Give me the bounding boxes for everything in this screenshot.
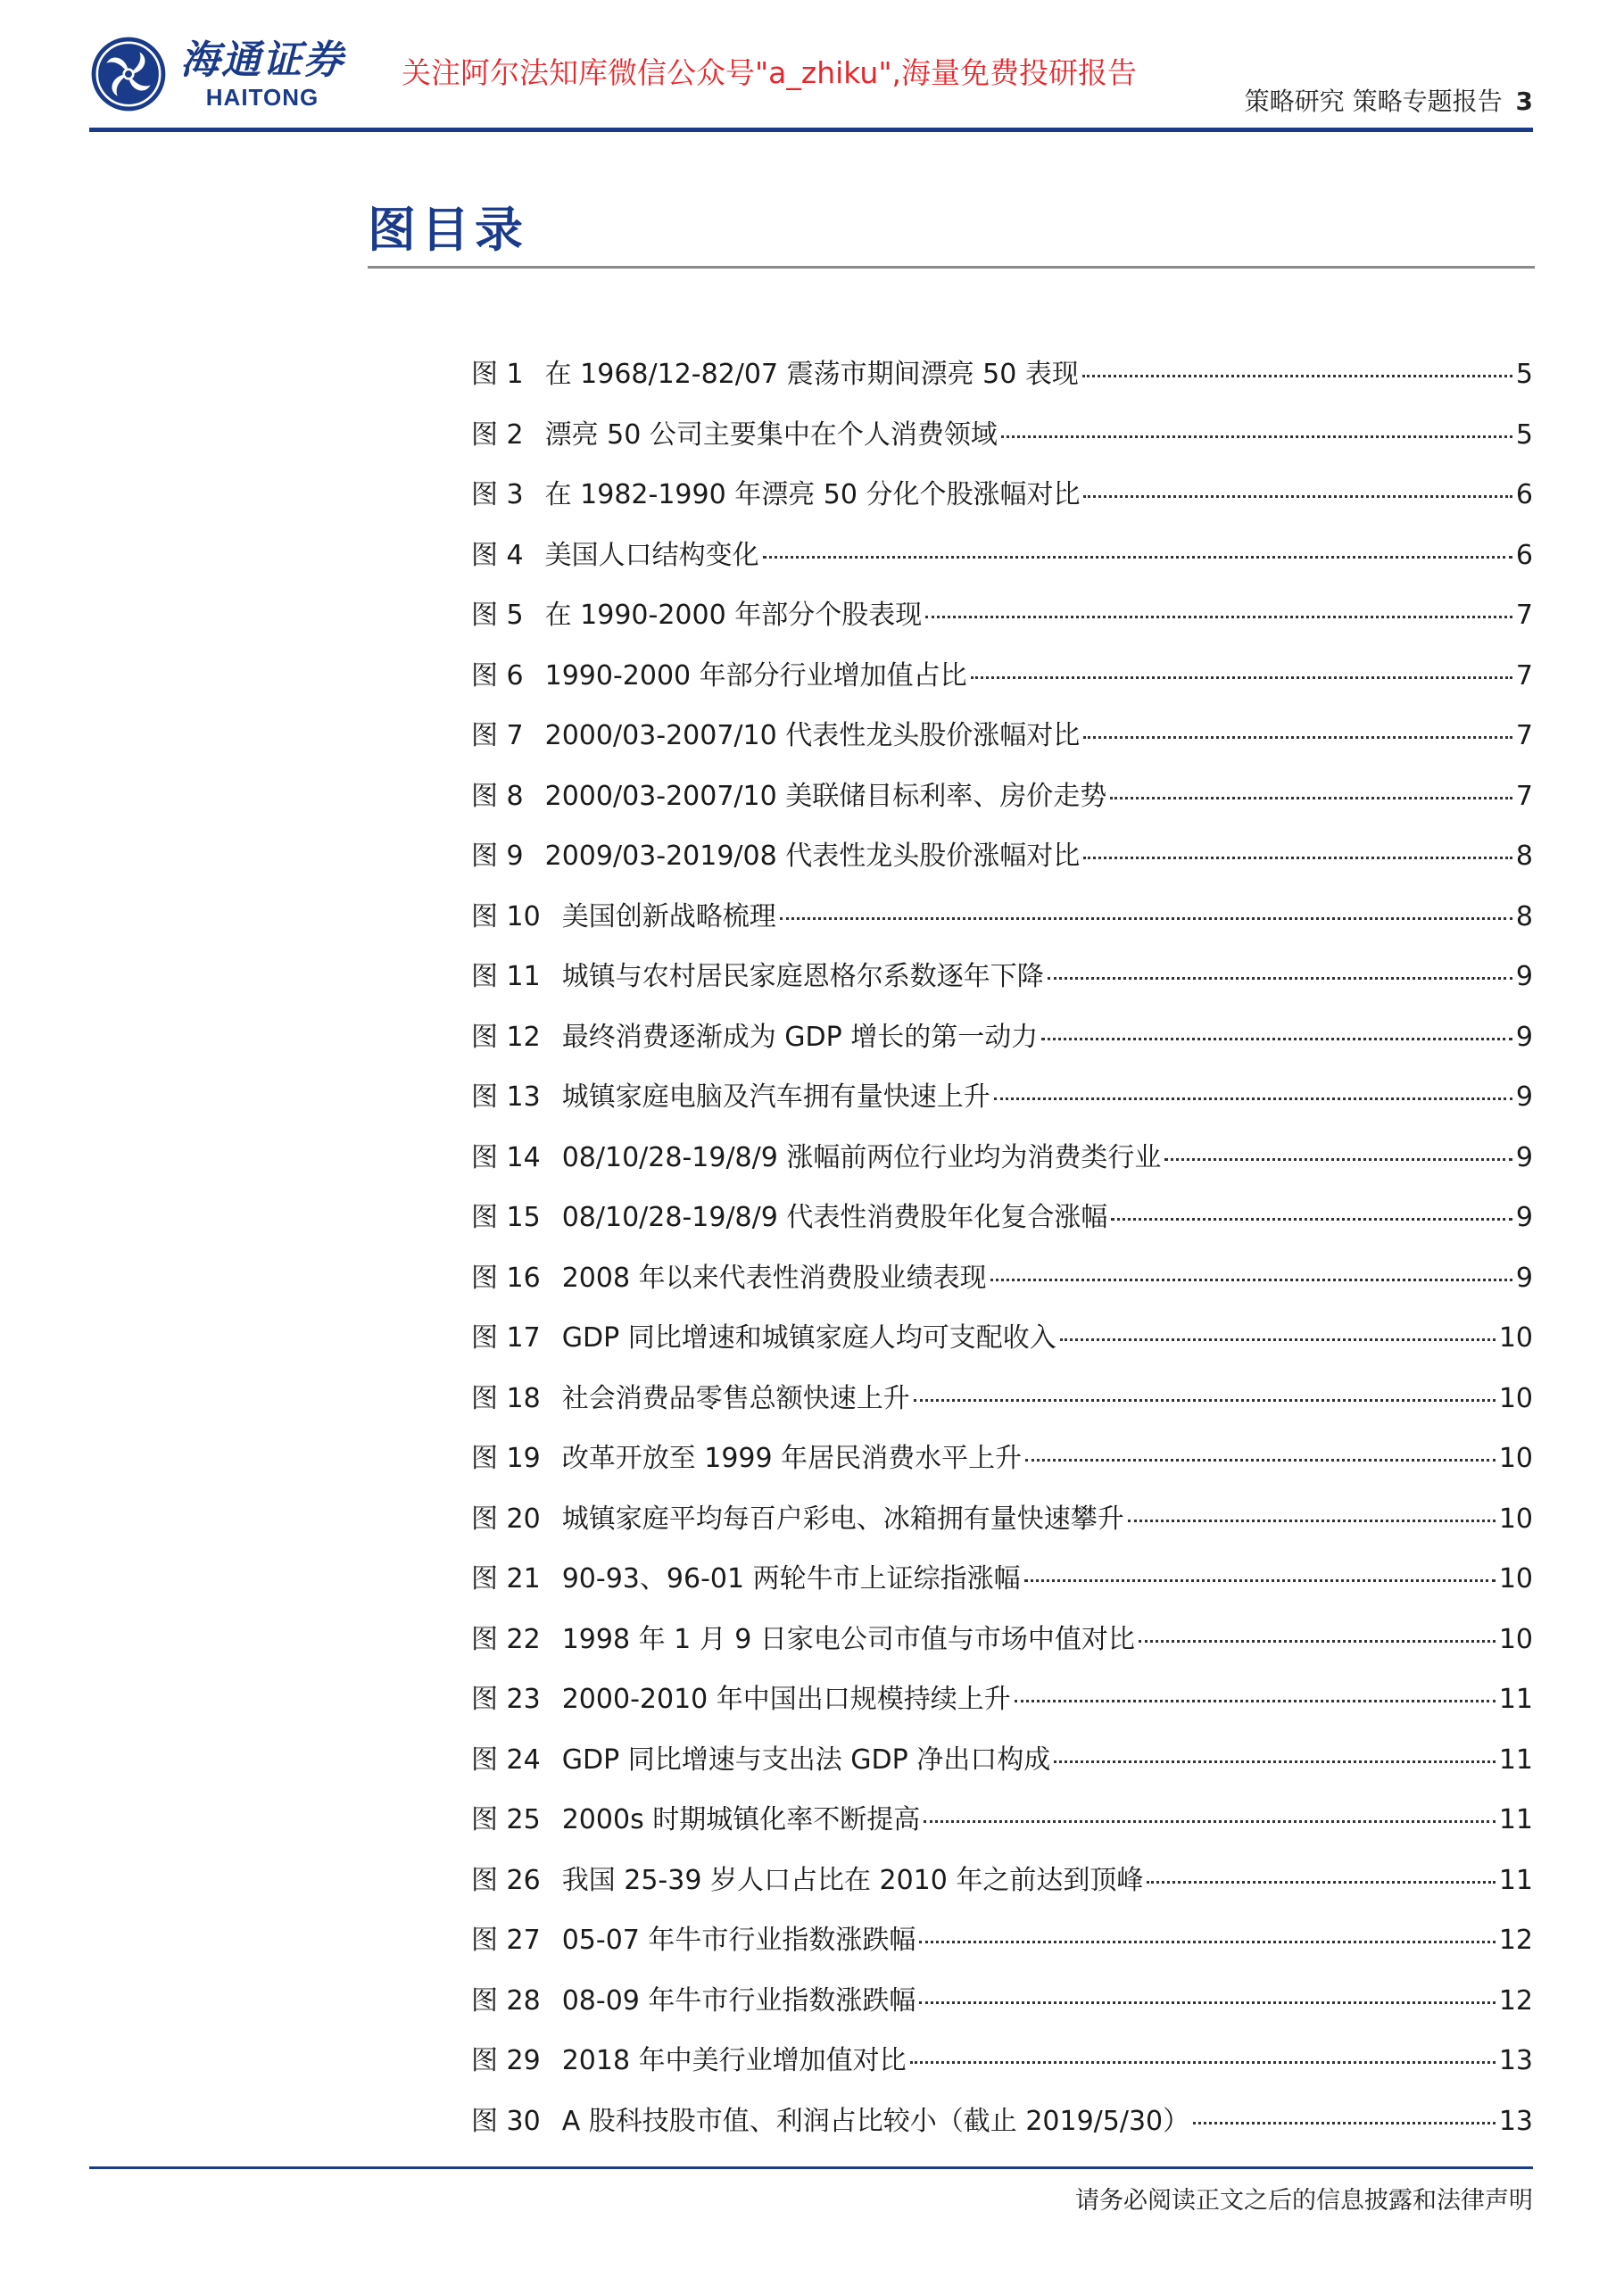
toc-entry-title: 08/10/28-19/8/9 涨幅前两位行业均为消费类行业: [561, 1141, 1162, 1173]
section-label: 策略研究: [1244, 87, 1345, 116]
toc-entry[interactable]: [471, 1743, 1533, 1803]
toc-entry[interactable]: [471, 1984, 1533, 2044]
toc-entry[interactable]: [471, 1200, 1533, 1261]
toc-entry-page: 9: [1515, 961, 1533, 992]
toc-entry-title: 2000s 时期城镇化率不断提高: [561, 1804, 921, 1835]
toc-entry-page: 9: [1515, 1262, 1533, 1294]
toc-entry-title: 漂亮 50 公司主要集中在个人消费领域: [544, 418, 998, 451]
toc-entry[interactable]: [471, 959, 1533, 1020]
toc-entry-page: 12: [1498, 1984, 1533, 2017]
toc-entry-number: 图 16: [471, 1262, 541, 1294]
toc-dot-leader: [1024, 1579, 1496, 1582]
toc-dot-leader: [919, 1941, 1495, 1943]
toc-entry-page: 11: [1498, 1743, 1533, 1776]
figure-list: [471, 357, 1533, 2164]
toc-dot-leader: [1083, 736, 1512, 739]
toc-entry[interactable]: [471, 1321, 1533, 1381]
toc-entry[interactable]: [471, 418, 1533, 478]
toc-entry[interactable]: [471, 1802, 1533, 1863]
toc-dot-leader: [780, 917, 1512, 920]
toc-entry[interactable]: [471, 1080, 1533, 1140]
toc-entry-title: 美国创新战略梳理: [561, 900, 776, 932]
toc-entry-number: 图 13: [471, 1081, 541, 1113]
header-meta: [1245, 86, 1533, 118]
toc-entry-title: 城镇家庭平均每百户彩电、冰箱拥有量快速攀升: [561, 1503, 1124, 1535]
toc-entry-number: 图 11: [471, 961, 541, 992]
toc-entry-number: 图 6: [471, 659, 524, 692]
toc-entry[interactable]: [471, 779, 1533, 840]
toc-entry-page: 10: [1498, 1322, 1533, 1354]
toc-entry[interactable]: [471, 1261, 1533, 1321]
toc-entry[interactable]: [471, 1020, 1533, 1081]
toc-entry-number: 图 29: [471, 2045, 541, 2076]
toc-dot-leader: [1041, 1038, 1512, 1040]
toc-dot-leader: [990, 1279, 1512, 1281]
toc-entry-number: 图 25: [471, 1804, 541, 1835]
toc-entry-title: 1998 年 1 月 9 日家电公司市值与市场中值对比: [561, 1623, 1135, 1655]
toc-entry[interactable]: [471, 538, 1533, 599]
toc-entry[interactable]: [471, 658, 1533, 719]
toc-entry-number: 图 7: [471, 720, 524, 751]
toc-entry[interactable]: [471, 1502, 1533, 1562]
toc-entry-title: 在 1990-2000 年部分个股表现: [544, 600, 923, 631]
toc-entry-title: 90-93、96-01 两轮牛市上证综指涨幅: [561, 1563, 1021, 1594]
toc-entry-number: 图 24: [471, 1743, 541, 1776]
toc-entry-number: 图 21: [471, 1563, 541, 1594]
toc-dot-leader: [1164, 1158, 1512, 1161]
toc-entry-number: 图 20: [471, 1503, 541, 1535]
toc-entry[interactable]: [471, 718, 1533, 779]
toc-entry-title: A 股科技股市值、利润占比较小（截止 2019/5/30）: [561, 2105, 1190, 2137]
toc-title: 图目录: [368, 202, 528, 258]
toc-dot-leader: [910, 2061, 1496, 2064]
toc-entry-number: 图 14: [471, 1141, 541, 1173]
toc-entry-page: 10: [1498, 1443, 1533, 1474]
toc-dot-leader: [925, 616, 1512, 618]
footer-disclaimer: 请务必阅读正文之后的信息披露和法律声明: [1075, 2187, 1533, 2215]
haitong-logo-icon: [89, 35, 168, 113]
toc-dot-leader: [1083, 495, 1512, 498]
toc-entry-title: 社会消费品零售总额快速上升: [561, 1382, 910, 1414]
toc-dot-leader: [1193, 2122, 1496, 2124]
toc-entry-number: 图 1: [471, 359, 524, 390]
toc-entry[interactable]: [471, 1863, 1533, 1924]
toc-entry-page: 11: [1498, 1804, 1533, 1835]
toc-entry-title: 最终消费逐渐成为 GDP 增长的第一动力: [561, 1021, 1039, 1053]
toc-entry[interactable]: [471, 1140, 1533, 1201]
toc-title-divider: [368, 266, 1535, 269]
toc-dot-leader: [1111, 1218, 1512, 1221]
toc-entry-page: 12: [1498, 1925, 1533, 1956]
toc-entry-number: 图 2: [471, 418, 524, 451]
toc-entry-page: 9: [1515, 1202, 1533, 1233]
toc-entry-number: 图 5: [471, 600, 524, 631]
toc-entry-number: 图 28: [471, 1984, 541, 2017]
toc-entry[interactable]: [471, 2104, 1533, 2165]
toc-entry[interactable]: [471, 2043, 1533, 2104]
toc-dot-leader: [1110, 797, 1512, 799]
toc-dot-leader: [1082, 375, 1512, 377]
toc-entry-page: 10: [1498, 1382, 1533, 1414]
toc-entry[interactable]: [471, 1622, 1533, 1683]
toc-entry-page: 5: [1515, 359, 1533, 390]
logo-chinese-name: 海通证券: [180, 37, 344, 83]
toc-entry[interactable]: [471, 839, 1533, 899]
toc-entry-page: 7: [1515, 780, 1533, 812]
toc-dot-leader: [919, 2001, 1495, 2004]
toc-entry-title: 08-09 年牛市行业指数涨跌幅: [561, 1984, 916, 2017]
toc-entry-title: 05-07 年牛市行业指数涨跌幅: [561, 1925, 916, 1956]
toc-entry-title: 城镇与农村居民家庭恩格尔系数逐年下降: [561, 961, 1044, 992]
toc-entry-number: 图 27: [471, 1925, 541, 1956]
toc-entry-title: GDP 同比增速和城镇家庭人均可支配收入: [561, 1322, 1056, 1354]
toc-entry-number: 图 19: [471, 1443, 541, 1474]
toc-entry-number: 图 8: [471, 780, 524, 812]
toc-dot-leader: [994, 1097, 1512, 1100]
toc-dot-leader: [914, 1399, 1496, 1402]
toc-entry-page: 11: [1498, 1684, 1533, 1715]
footer-divider: [89, 2166, 1533, 2169]
toc-dot-leader: [1015, 1700, 1496, 1702]
toc-dot-leader: [1025, 1459, 1496, 1462]
toc-dot-leader: [1054, 1760, 1496, 1763]
toc-entry-number: 图 18: [471, 1382, 541, 1414]
toc-entry-title: 1990-2000 年部分行业增加值占比: [544, 659, 967, 692]
toc-dot-leader: [1128, 1520, 1496, 1522]
toc-entry-title: GDP 同比增速与支出法 GDP 净出口构成: [561, 1743, 1051, 1776]
toc-dot-leader: [1139, 1640, 1496, 1643]
toc-entry-page: 7: [1515, 600, 1533, 631]
toc-entry-page: 9: [1515, 1141, 1533, 1173]
toc-entry-title: 2018 年中美行业增加值对比: [561, 2045, 907, 2076]
toc-entry-page: 6: [1515, 479, 1533, 510]
toc-dot-leader: [1083, 857, 1512, 859]
toc-dot-leader: [1060, 1338, 1496, 1341]
toc-entry-title: 2009/03-2019/08 代表性龙头股价涨幅对比: [544, 841, 1081, 872]
page-header: [0, 0, 1624, 134]
toc-dot-leader: [763, 556, 1512, 559]
toc-entry-page: 8: [1515, 900, 1533, 932]
toc-entry[interactable]: [471, 1381, 1533, 1442]
toc-entry-page: 10: [1498, 1563, 1533, 1594]
toc-entry-title: 2000-2010 年中国出口规模持续上升: [561, 1684, 1011, 1715]
toc-entry[interactable]: [471, 899, 1533, 960]
toc-entry-page: 5: [1515, 418, 1533, 451]
toc-entry-number: 图 10: [471, 900, 541, 932]
toc-entry-number: 图 12: [471, 1021, 541, 1053]
toc-entry-page: 9: [1515, 1081, 1533, 1113]
toc-entry-page: 9: [1515, 1021, 1533, 1053]
toc-entry[interactable]: [471, 1561, 1533, 1622]
toc-entry-number: 图 4: [471, 539, 524, 571]
toc-entry-number: 图 17: [471, 1322, 541, 1354]
toc-entry-title: 2000/03-2007/10 美联储目标利率、房价走势: [544, 780, 1107, 812]
toc-entry-number: 图 26: [471, 1864, 541, 1896]
toc-entry-title: 在 1982-1990 年漂亮 50 分化个股涨幅对比: [544, 479, 1081, 510]
toc-dot-leader: [1147, 1881, 1495, 1884]
toc-entry-number: 图 9: [471, 841, 524, 872]
toc-entry[interactable]: [471, 1441, 1533, 1502]
toc-entry[interactable]: [471, 598, 1533, 658]
toc-entry-page: 7: [1515, 720, 1533, 751]
report-type-label: 策略专题报告: [1352, 87, 1503, 116]
toc-entry[interactable]: [471, 357, 1533, 418]
toc-entry-title: 在 1968/12-82/07 震荡市期间漂亮 50 表现: [544, 359, 1079, 390]
toc-entry-page: 13: [1498, 2105, 1533, 2137]
toc-entry-title: 2008 年以来代表性消费股业绩表现: [561, 1262, 987, 1294]
toc-dot-leader: [1001, 435, 1512, 438]
toc-entry[interactable]: [471, 1923, 1533, 1984]
toc-entry-number: 图 22: [471, 1623, 541, 1655]
toc-entry-number: 图 3: [471, 479, 524, 510]
toc-entry-title: 08/10/28-19/8/9 代表性消费股年化复合涨幅: [561, 1202, 1108, 1233]
toc-entry-title: 城镇家庭电脑及汽车拥有量快速上升: [561, 1081, 990, 1113]
toc-entry-title: 2000/03-2007/10 代表性龙头股价涨幅对比: [544, 720, 1081, 751]
toc-entry-title: 美国人口结构变化: [544, 539, 759, 571]
toc-entry-page: 6: [1515, 539, 1533, 571]
header-divider: [89, 128, 1533, 132]
page-number: 3: [1515, 87, 1533, 116]
logo-english-name: HAITONG: [205, 84, 319, 111]
toc-dot-leader: [924, 1820, 1496, 1823]
toc-entry-page: 8: [1515, 841, 1533, 872]
toc-entry-title: 我国 25-39 岁人口占比在 2010 年之前达到顶峰: [561, 1864, 1144, 1896]
toc-entry-page: 13: [1498, 2045, 1533, 2076]
toc-entry-page: 7: [1515, 659, 1533, 692]
toc-entry[interactable]: [471, 477, 1533, 538]
toc-entry-page: 10: [1498, 1503, 1533, 1535]
promo-banner: 关注阿尔法知库微信公众号"a_zhiku",海量免费投研报告: [402, 55, 1137, 90]
haitong-logo: [89, 34, 375, 114]
toc-entry-number: 图 15: [471, 1202, 541, 1233]
toc-entry-title: 改革开放至 1999 年居民消费水平上升: [561, 1443, 1023, 1474]
toc-entry-page: 11: [1498, 1864, 1533, 1896]
toc-entry-number: 图 30: [471, 2105, 541, 2137]
toc-entry-number: 图 23: [471, 1684, 541, 1715]
toc-dot-leader: [1048, 977, 1512, 980]
toc-entry-page: 10: [1498, 1623, 1533, 1655]
toc-entry[interactable]: [471, 1682, 1533, 1743]
toc-dot-leader: [971, 676, 1512, 679]
